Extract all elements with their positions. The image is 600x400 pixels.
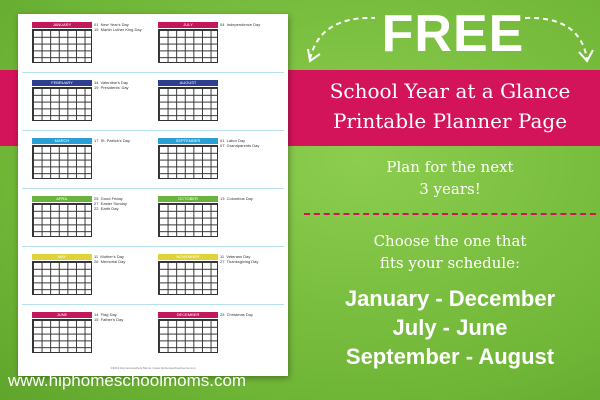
month-calendar-grid xyxy=(32,319,92,353)
row-divider xyxy=(22,72,284,73)
month-block xyxy=(158,312,278,358)
month-block xyxy=(32,138,152,184)
month-name: JULY xyxy=(183,22,193,27)
banner-title xyxy=(300,76,600,136)
free-heading: FREE xyxy=(381,5,525,63)
month-block xyxy=(32,254,152,300)
month-holidays: 11 Mother's Day 26 Memorial Day xyxy=(94,254,126,264)
month-name: NOVEMBER xyxy=(176,254,200,259)
dashed-divider xyxy=(304,213,596,215)
title-line-1: School Year at a Glance xyxy=(329,79,571,103)
month-name: JANUARY xyxy=(52,22,72,27)
month-calendar-grid xyxy=(158,319,218,353)
month-holidays: 17 St. Patrick's Day xyxy=(94,138,130,143)
row-divider xyxy=(22,130,284,131)
month-calendar-grid xyxy=(158,87,218,121)
schedule-options xyxy=(310,284,590,371)
month-name: AUGUST xyxy=(179,80,197,85)
month-block xyxy=(158,22,278,68)
month-calendar-grid xyxy=(158,145,218,179)
month-holidays: 04 Independence Day xyxy=(220,22,261,27)
month-block xyxy=(158,138,278,184)
option-sep-aug: September - August xyxy=(345,344,555,369)
month-calendar-grid xyxy=(32,29,92,63)
month-calendar-grid xyxy=(158,261,218,295)
month-name: APRIL xyxy=(56,196,68,201)
plan-text xyxy=(310,156,590,200)
month-name: MAY xyxy=(57,254,67,259)
month-block xyxy=(32,80,152,126)
month-block xyxy=(158,196,278,242)
title-line-2: Printable Planner Page xyxy=(332,109,568,133)
option-jul-jun: July - June xyxy=(392,315,508,340)
option-jan-dec: January - December xyxy=(344,286,556,311)
month-name: OCTOBER xyxy=(178,196,198,201)
row-divider xyxy=(22,304,284,305)
month-holidays: 01 Labor Day 07 Grandparents Day xyxy=(220,138,260,148)
plan-line-2: 3 years! xyxy=(419,180,481,198)
month-name: MARCH xyxy=(54,138,70,143)
month-block xyxy=(158,254,278,300)
month-calendar-grid xyxy=(32,87,92,121)
right-dashed-arrow-icon xyxy=(515,4,600,64)
planner-footer: ©2013 Hip Homeschool Moms | www.hiphomeschoolmoms.com xyxy=(110,366,196,370)
month-block xyxy=(32,196,152,242)
left-dashed-arrow-icon xyxy=(300,4,390,64)
plan-line-1: Plan for the next xyxy=(386,158,514,176)
planner-page-preview xyxy=(18,14,288,376)
month-calendar-grid xyxy=(32,145,92,179)
month-name: JUNE xyxy=(56,312,68,317)
month-block xyxy=(158,80,278,126)
month-name: SEPTEMBER xyxy=(175,138,201,143)
website-url: www.hiphomeschoolmoms.com xyxy=(8,371,247,390)
month-holidays: 25 Good Friday 27 Easter Sunday 22 Earth Day xyxy=(94,196,127,211)
month-block xyxy=(32,312,152,358)
month-holidays: 11 Veterans Day 27 Thanksgiving Day xyxy=(220,254,259,264)
month-holidays: 01 New Year's Day 15 Martin Luther King Day xyxy=(94,22,142,32)
month-calendar-grid xyxy=(32,261,92,295)
month-calendar-grid xyxy=(32,203,92,237)
choose-text xyxy=(310,230,590,274)
month-holidays: 14 Flag Day 15 Father's Day xyxy=(94,312,124,322)
month-holidays: 25 Christmas Day xyxy=(220,312,253,317)
month-calendar-grid xyxy=(158,203,218,237)
month-holidays: 13 Columbus Day xyxy=(220,196,253,201)
row-divider xyxy=(22,188,284,189)
month-calendar-grid xyxy=(158,29,218,63)
choose-line-2: fits your schedule: xyxy=(379,254,521,272)
row-divider xyxy=(22,246,284,247)
choose-line-1: Choose the one that xyxy=(373,232,527,250)
month-block xyxy=(32,22,152,68)
month-name: DECEMBER xyxy=(176,312,200,317)
month-name: FEBRUARY xyxy=(51,80,73,85)
month-holidays: 14 Valentine's Day 19 Presidents' Day xyxy=(94,80,129,90)
